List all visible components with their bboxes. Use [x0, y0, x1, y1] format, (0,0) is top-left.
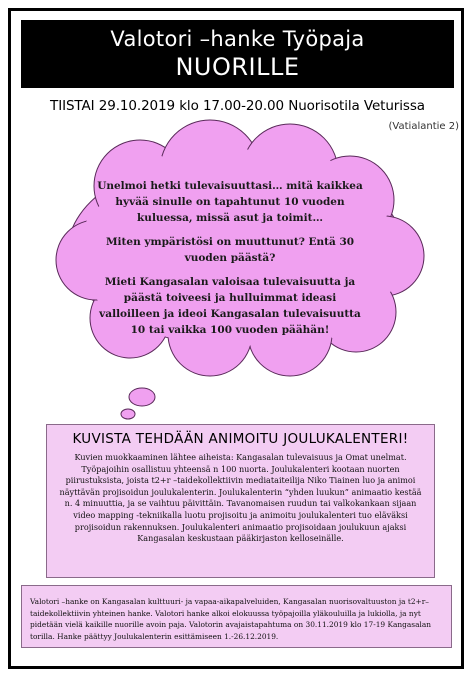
calendar-title: KUVISTA TEHDÄÄN ANIMOITU JOULUKALENTERI!: [72, 431, 409, 447]
thought-bubble-medium: [129, 388, 155, 406]
cloud-paragraph-2: Miten ympäristösi on muuttunut? Entä 30 vuoden päästä?: [105, 236, 355, 264]
cloud-paragraph-3: Mieti Kangasalan valoisaa tulevaisuutta ja päästä toiveesi ja hulluimmat ideasi valloilleen ja ideoi Kangasalan tulevaisuutta 10 tai vaikka 100 vuoden päähän!: [99, 276, 361, 336]
footer-info: Valotori –hanke on Kangasalan kulttuuri- ja vapaa-aikapalveluiden, Kangasalan nuorisovaltuuston ja t2+r–taidekollektiivin yhteinen hanke. Valotori hanke alkoi elokuussa työpajoilla yläkouluilla ja lukiolla, ja nyt pidetään vielä kaikille nuorille avoin paja. Valotorin avajaistapahtuma on 30.11.2019 klo 17-19 Kangasalan torilla. Hanke päättyy Joulukalenterin esittämiseen 1.-26.12.2019.: [21, 585, 452, 648]
cloud-paragraph-1: Unelmoi hetki tulevaisuuttasi… mitä kaikkea hyvää sinulle on tapahtunut 10 vuoden kuluessa, missä asut ja toimit…: [97, 180, 363, 224]
calendar-body: Kuvien muokkaaminen lähtee aiheista: Kangasalan tulevaisuus ja Omat unelmat. Työpajoihin osallistuu yhteensä n 100 nuorta. Joulukalenteri kootaan nuorten piirustuksista, joista t2+r –taidekollektiivin mediataiteilija Niko Tiainen luo ja animoi näyttävän projisoidun joulukalenterin. Joulukalenterin “yhden luukun” animaatio kestää n. 4 minuuttia, ja se vaihtuu päivittäin. Tavanomaisen ruudun tai valkokankaan sijaan video mapping -tekniikalla luotu projisoitu ja animoitu joulukalenteri tuo eläväksi projisoidun rakennuksen. Joulukalenteri animaatio projisoidaan joulukuun ajaksi Kangasalan keskustaan pääkirjaston kelloseinälle.: [59, 452, 422, 544]
title-line-1: Valotori –hanke Työpaja: [110, 27, 365, 51]
thought-bubble-small: [121, 409, 135, 419]
title-line-2: NUORILLE: [175, 53, 300, 81]
event-address: (Vatialantie 2): [388, 121, 459, 132]
event-dateline: TIISTAI 29.10.2019 klo 17.00-20.00 Nuorisotila Veturissa: [50, 98, 425, 114]
cloud-text: [92, 178, 368, 346]
calendar-panel: [46, 424, 435, 578]
